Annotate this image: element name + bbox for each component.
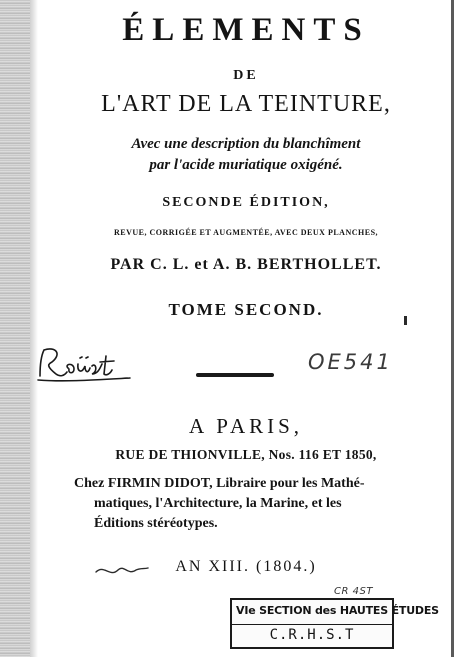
library-stamp xyxy=(230,598,439,649)
publication-year: AN XIII. (1804.) xyxy=(175,558,317,575)
volume-label: TOME SECOND. xyxy=(168,300,324,319)
book-title: ÉLEMENTS xyxy=(122,12,370,48)
decorative-rule xyxy=(196,373,274,377)
imprint-street: RUE DE THIONVILLE, Nos. 116 ET 1850, xyxy=(115,447,377,462)
stamp-handwritten-note: CR 4ST xyxy=(334,586,373,597)
subtitle-line-1: Avec une description du blanchîment xyxy=(131,136,361,152)
stamp-code: C.R.H.S.T xyxy=(269,627,355,643)
stamp-divider xyxy=(232,624,392,625)
publisher-line-1: Chez FIRMIN DIDOT, Libraire pour les Mathé- xyxy=(74,476,365,491)
revision-note: REVUE, CORRIGÉE ET AUGMENTÉE, AVEC DEUX PLANCHES, xyxy=(113,228,379,237)
publisher-line-2: matiques, l'Architecture, la Marine, et les xyxy=(94,496,342,511)
binding-edge xyxy=(0,0,30,657)
imprint-city: A PARIS, xyxy=(188,414,304,438)
shelfmark-annotation: OE541 xyxy=(308,350,393,374)
edition-label: SECONDE ÉDITION, xyxy=(162,195,330,210)
publisher-line-3: Éditions stéréotypes. xyxy=(94,516,218,531)
title-connector: DE xyxy=(233,68,259,83)
binding-shadow xyxy=(30,0,38,657)
ink-mark xyxy=(404,316,407,325)
stamp-institution: VIe SECTION des HAUTES ÉTUDES xyxy=(236,604,439,617)
authors-line: PAR C. L. et A. B. BERTHOLLET. xyxy=(110,256,382,273)
subtitle-line-2: par l'acide muriatique oxigéné. xyxy=(149,157,343,173)
book-subject: L'ART DE LA TEINTURE, xyxy=(101,91,391,117)
handwritten-signature xyxy=(34,342,134,386)
